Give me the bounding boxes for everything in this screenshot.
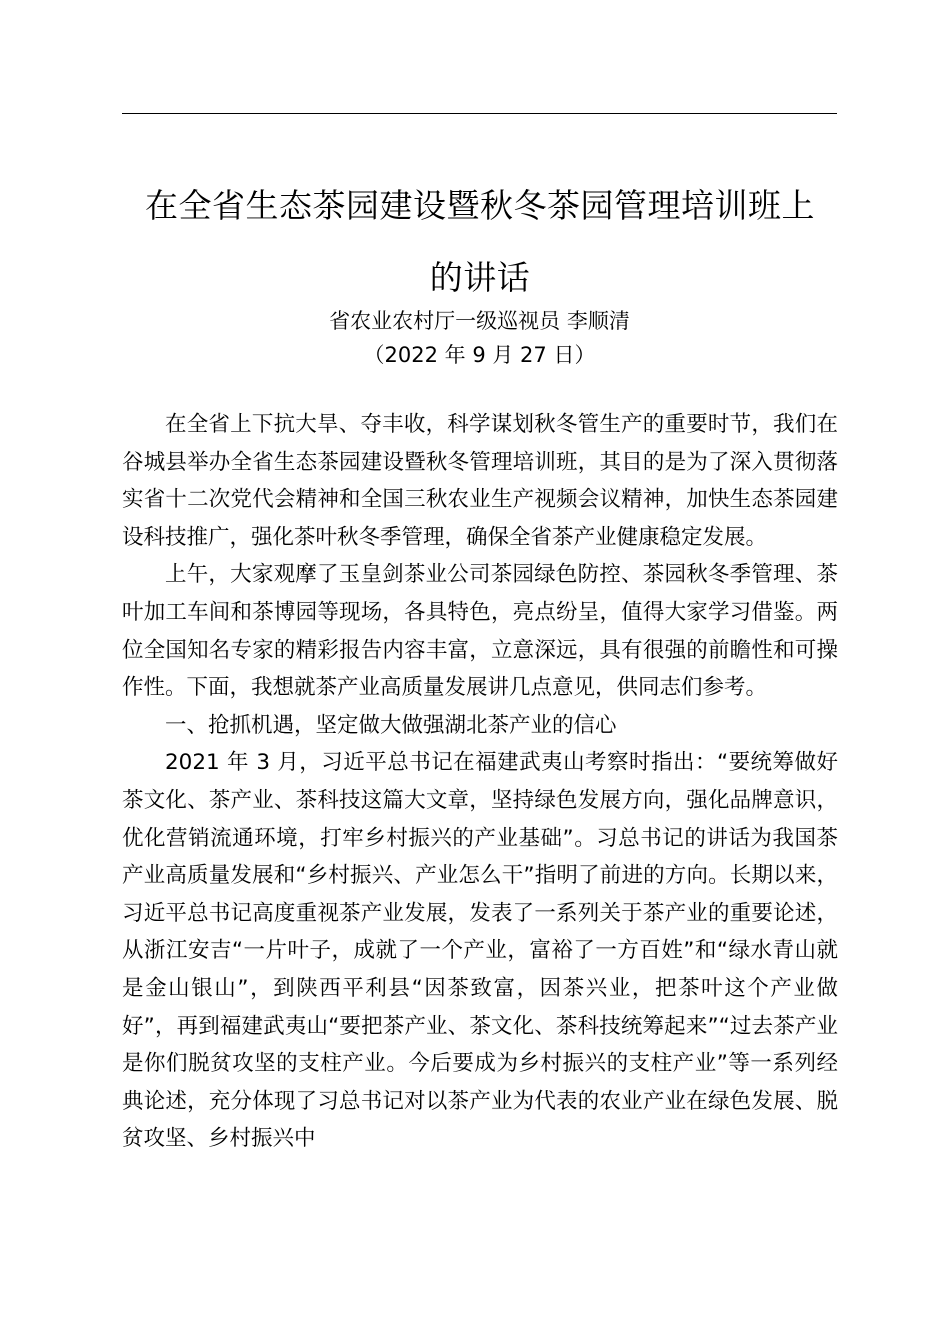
title-line-2: 的讲话 <box>429 258 531 297</box>
date-line: （2022 年 9 月 27 日） <box>363 343 596 367</box>
body-text <box>122 406 838 1158</box>
paragraph-2: 上午，大家观摩了玉皇剑茶业公司茶园绿色防控、茶园秋冬季管理、茶叶加工车间和茶博园等现场，各具特色，亮点纷呈，值得大家学习借鉴。两位全国知名专家的精彩报告内容丰富，立意深远，具有很强的前瞻性和可操作性。下面，我想就茶产业高质量发展讲几点意见，供同志们参考。 <box>122 562 838 701</box>
author-line: 省农业农村厅一级巡视员 李顺清 <box>329 309 630 333</box>
paragraph-1: 在全省上下抗大旱、夺丰收，科学谋划秋冬管生产的重要时节，我们在谷城县举办全省生态茶园建设暨秋冬管理培训班，其目的是为了深入贯彻落实省十二次党代会精神和全国三秋农业生产视频会议精神，加快生态茶园建设科技推广，强化茶叶秋冬季管理，确保全省茶产业健康稳定发展。 <box>122 412 838 550</box>
section-heading-1: 一、抢抓机遇，坚定做大做强湖北茶产业的信心 <box>165 712 617 738</box>
top-rule <box>122 113 837 114</box>
title-line-1: 在全省生态茶园建设暨秋冬茶园管理培训班上 <box>145 186 815 225</box>
paragraph-3: 2021 年 3 月，习近平总书记在福建武夷山考察时指出：“要统筹做好茶文化、茶产业、茶科技这篇大文章，坚持绿色发展方向，强化品牌意识，优化营销流通环境，打牢乡村振兴的产业基础”。习总书记的讲话为我国茶产业高质量发展和“乡村振兴、产业怎么干”指明了前进的方向。长期以来，习近平总书记高度重视茶产业发展，发表了一系列关于茶产业的重要论述，从浙江安吉“一片叶子，成就了一个产业，富裕了一方百姓”和“绿水青山就是金山银山”，到陕西平利县“因茶致富，因茶兴业，把茶叶这个产业做好”，再到福建武夷山“要把茶产业、茶文化、茶科技统筹起来”“过去茶产业是你们脱贫攻坚的支柱产业。今后要成为乡村振兴的支柱产业”等一系列经典论述，充分体现了习总书记对以茶产业为代表的农业产业在绿色发展、脱贫攻坚、乡村振兴中 <box>122 750 838 1152</box>
document-title <box>110 170 850 314</box>
